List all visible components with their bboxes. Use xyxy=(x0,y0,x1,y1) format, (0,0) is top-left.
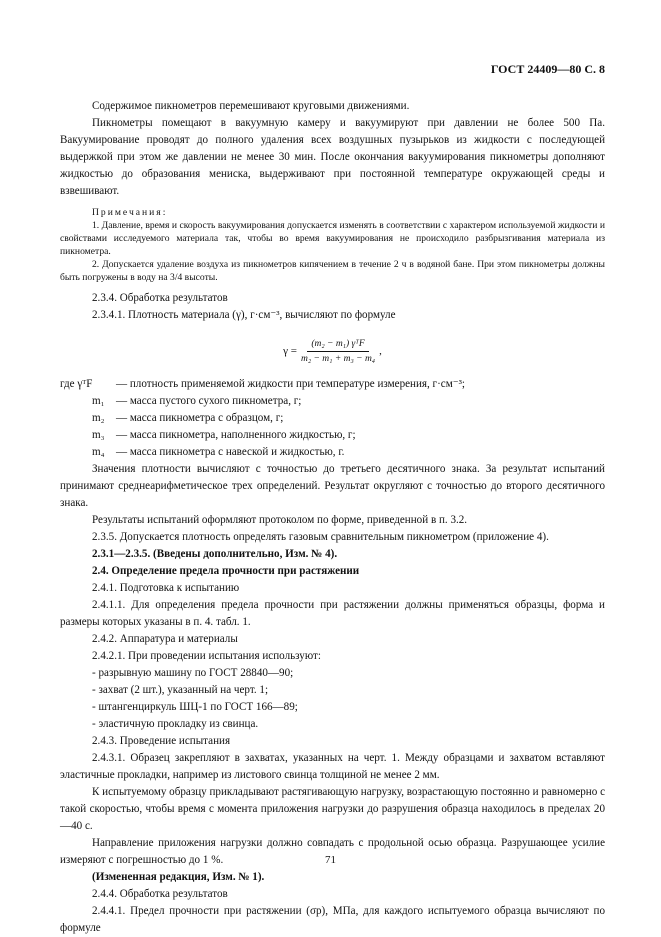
formula-definitions xyxy=(60,376,605,461)
paragraph: Направление приложения нагрузки должно совпадать с продольной осью образца. Разрушающее усилие измеряют с погрешностью до 1 %. xyxy=(60,837,605,866)
definition-row xyxy=(60,376,605,393)
note-item: 1. Давление, время и скорость вакуумирования допускается изменять в соответствии с характером используемой жидкости и свойствами исследуемого материала так, чтобы во время вакуумирования не происходило разбрызгивания материала из пикнометра. xyxy=(60,220,605,257)
definition-text: — масса пикнометра с образцом, г; xyxy=(116,412,284,424)
definition-symbol: m₄ xyxy=(92,446,105,458)
paragraph: 2.3.5. Допускается плотность определять газовым сравнительным пикнометром (приложение 4). xyxy=(92,531,549,543)
section-heading: 2.3.4. Обработка результатов xyxy=(92,292,228,304)
definition-symbol: m₃ xyxy=(92,429,105,441)
formula-lhs: γ = xyxy=(283,344,297,357)
formula-tail: , xyxy=(379,344,382,357)
notes-block xyxy=(60,206,605,284)
list-item: - захват (2 шт.), указанный на черт. 1; xyxy=(92,684,269,696)
section-heading: 2.4.3. Проведение испытания xyxy=(92,735,231,747)
section-heading: 2.4.1. Подготовка к испытанию xyxy=(92,582,240,594)
definition-row xyxy=(60,427,605,444)
definition-row xyxy=(60,393,605,410)
formula-denominator: m₂ − m₁ + m₃ − m₄ xyxy=(300,353,376,364)
list-item: - разрывную машину по ГОСТ 28840—90; xyxy=(92,667,294,679)
paragraph: 2.4.2.1. При проведении испытания используют: xyxy=(92,650,321,662)
list-item: - штангенциркуль ШЦ-1 по ГОСТ 166—89; xyxy=(92,701,298,713)
page-number: 71 xyxy=(325,854,336,866)
definition-symbol: m₂ xyxy=(92,412,105,424)
page-content xyxy=(60,98,605,937)
amendment-note: 2.3.1—2.3.5. (Введены дополнительно, Изм. № 4). xyxy=(92,548,338,560)
definition-text: — масса пустого сухого пикнометра, г; xyxy=(116,395,302,407)
paragraph: Результаты испытаний оформляют протоколом по форме, приведенной в п. 3.2. xyxy=(92,514,468,526)
section-heading: 2.4. Определение предела прочности при растяжении xyxy=(92,565,360,577)
definition-row xyxy=(60,410,605,427)
paragraph: 2.4.1.1. Для определения предела прочности при растяжении должны применяться образцы, форма и размеры которых указаны в п. 4. табл. 1. xyxy=(60,599,605,628)
paragraph: К испытуемому образцу прикладывают растягивающую нагрузку, возрастающую постоянно и равномерно с такой скоростью, чтобы время с момента приложения нагрузки до разрушения образца находилось в пределах 20—40 с. xyxy=(60,786,605,832)
definition-row xyxy=(60,444,605,461)
paragraph: Содержимое пикнометров перемешивают круговыми движениями. xyxy=(92,100,410,112)
formula-numerator: (m₂ − m₁) γᵀF xyxy=(307,338,368,352)
paragraph: Пикнометры помещают в вакуумную камеру и вакуумируют при давлении не более 500 Па. Вакуумирование проводят до полного удаления всех воздушных пузырьков из жидкости с последующей выдержкой при этом же давлении не менее 30 мин. После окончания вакуумирования пикнометры дополняют жидкостью до образования мениска, выдерживают при постоянной температуре окружающей среды и взвешивают. xyxy=(60,117,605,197)
definition-text: — масса пикнометра с навеской и жидкостью, г. xyxy=(116,446,345,458)
list-item: - эластичную прокладку из свинца. xyxy=(92,718,259,730)
section-heading: 2.4.2. Аппаратура и материалы xyxy=(92,633,238,645)
formula-fraction xyxy=(301,338,375,365)
paragraph: 2.3.4.1. Плотность материала (γ), г·см⁻³, вычисляют по формуле xyxy=(92,309,396,321)
density-formula xyxy=(60,330,605,372)
definition-text: — плотность применяемой жидкости при температуре измерения, г·см⁻³; xyxy=(116,378,466,390)
notes-title: Примечания: xyxy=(92,207,168,218)
note-item: 2. Допускается удаление воздуха из пикнометров кипячением в течение 2 ч в водяной бане. При этом пикнометры должны быть погружены в воду на 3/4 высоты. xyxy=(60,259,605,283)
page-header: ГОСТ 24409—80 С. 8 xyxy=(490,62,605,76)
amendment-note: (Измененная редакция, Изм. № 1). xyxy=(92,871,265,883)
paragraph: 2.4.3.1. Образец закрепляют в захватах, указанных на черт. 1. Между образцами и захватом вставляют эластичные прокладки, например из листового свинца толщиной не менее 2 мм. xyxy=(60,752,605,781)
definition-text: — масса пикнометра, наполненного жидкостью, г; xyxy=(116,429,356,441)
definition-symbol: где γᵀF xyxy=(60,378,93,390)
paragraph: 2.4.4.1. Предел прочности при растяжении (σр), МПа, для каждого испытуемого образца вычисляют по формуле xyxy=(60,905,605,934)
paragraph: Значения плотности вычисляют с точностью до третьего десятичного знака. За результат испытаний принимают среднеарифметическое трех определений. Результат округляют с точностью до второго десятичного знака. xyxy=(60,463,605,509)
section-heading: 2.4.4. Обработка результатов xyxy=(92,888,228,900)
definition-symbol: m₁ xyxy=(92,395,105,407)
